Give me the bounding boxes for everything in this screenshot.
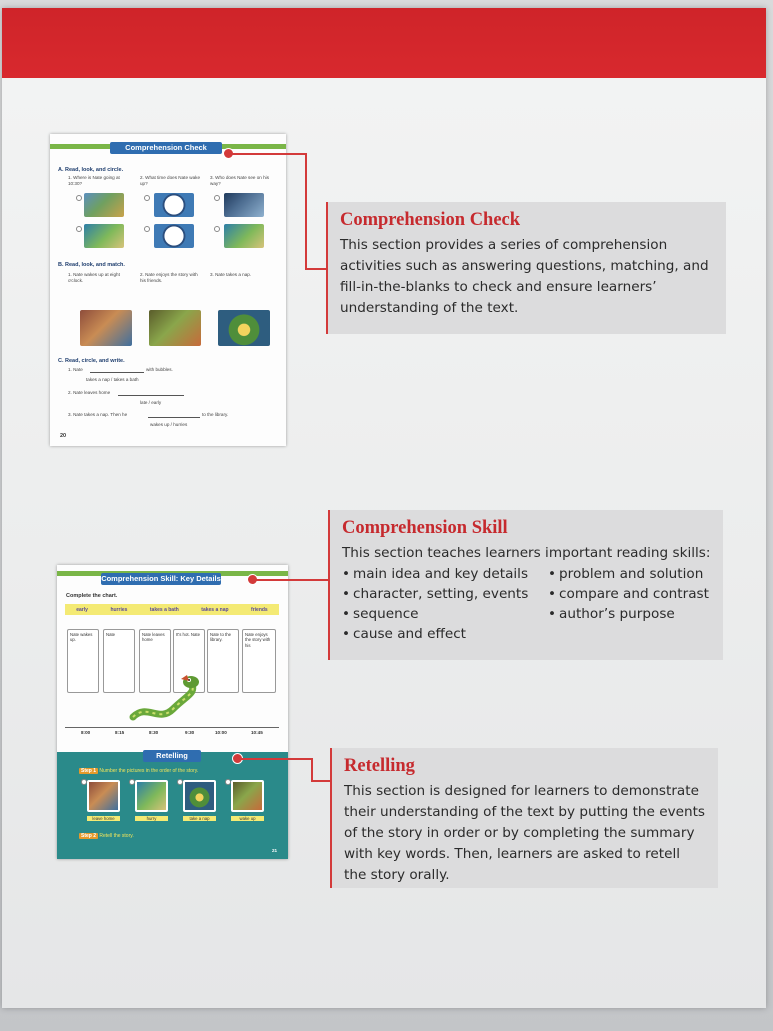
- skill-item: • sequence: [342, 604, 548, 624]
- snake-illustration: [129, 673, 219, 725]
- choice-2: late / early: [140, 400, 162, 405]
- story-picture: [231, 780, 264, 812]
- connector-line: [232, 153, 306, 155]
- header-red-bar: [2, 8, 766, 78]
- answer-radio[interactable]: [214, 195, 220, 201]
- question-2: 2. What time does Nate wake up?: [140, 175, 201, 186]
- word-bank-item: takes a nap: [201, 606, 229, 613]
- answer-radio[interactable]: [144, 226, 150, 232]
- answer-picture: [224, 193, 264, 217]
- answer-radio[interactable]: [76, 195, 82, 201]
- comprehension-skill-callout: [330, 510, 723, 660]
- skill-item: • compare and contrast: [548, 584, 728, 604]
- callout-title: Comprehension Skill: [342, 518, 508, 538]
- fill-sentence-3: 3. Nate takes a nap. Then he: [68, 412, 128, 417]
- match-sentence-2: 2. Nate enjoys the story with his friends.: [140, 272, 198, 283]
- step-1-text: Number the pictures in the order of the story.: [99, 768, 199, 774]
- order-number-circle[interactable]: [225, 779, 231, 785]
- chart-card: Nate leaves home: [139, 629, 171, 693]
- chart-card: Nate enjoys the story with his: [242, 629, 276, 693]
- match-picture: [218, 310, 270, 346]
- skill-item: • cause and effect: [342, 624, 548, 644]
- choice-3: wakes up / hurries: [150, 422, 188, 427]
- fill-sentence-2: 2. Nate leaves home: [68, 390, 111, 395]
- match-sentence-1: 1. Nate wakes up at eight o'clock.: [68, 272, 120, 283]
- step-2-instruction: [79, 833, 134, 839]
- order-number-circle[interactable]: [81, 779, 87, 785]
- comprehension-check-callout: [328, 202, 726, 334]
- word-bank-item: takes a bath: [149, 606, 179, 613]
- fill-blank[interactable]: [148, 417, 200, 418]
- fill-blank[interactable]: [118, 395, 184, 396]
- picture-caption: leave home: [87, 816, 120, 821]
- time-label: 8:00: [81, 730, 91, 735]
- chart-card: Nate to the library.: [207, 629, 239, 693]
- workbook-page-comprehension-check: [50, 134, 286, 446]
- story-picture: [183, 780, 216, 812]
- answer-picture: [224, 224, 264, 248]
- word-bank-item: hurries: [110, 606, 128, 613]
- section-a-heading: A. Read, look, and circle.: [58, 167, 124, 173]
- step-2-label: Step 2: [81, 833, 97, 839]
- section-c-heading: C. Read, circle, and write.: [58, 358, 125, 364]
- time-label: 10:00: [215, 730, 227, 735]
- match-picture: [149, 310, 201, 346]
- skill-item: • main idea and key details: [342, 564, 548, 584]
- page-number: 21: [272, 848, 278, 853]
- callout-body: This section is designed for learners to demonstrate their understanding of the text by putting the events of the story in order or by completing the summary with key words. Then, learners are asked to retell the story orally.: [344, 783, 706, 883]
- question-1: 1. Where is Nate going at 10:30?: [68, 175, 120, 186]
- word-bank-item: friends: [251, 606, 268, 613]
- skills-list: [342, 564, 711, 644]
- key-details-banner: Comprehension Skill: Key Details: [101, 574, 221, 583]
- connector-line: [305, 153, 307, 270]
- word-bank: [65, 604, 279, 615]
- connector-line: [311, 758, 313, 782]
- connector-line: [305, 268, 328, 270]
- chart-card: It's hot. Nate: [173, 629, 205, 693]
- callout-body: This section provides a series of comprehension activities such as answering questions, matching, and fill-in-the-blanks to check and ensure learners’ understanding of the text.: [340, 237, 709, 316]
- step-1-instruction: [79, 768, 198, 774]
- answer-picture: [84, 193, 124, 217]
- clock-picture: [154, 224, 194, 248]
- fill-sentence-3-end: to the library.: [202, 412, 229, 417]
- answer-radio[interactable]: [76, 226, 82, 232]
- choice-1: takes a nap / takes a bath: [86, 377, 139, 382]
- question-3: 3. Who does Nate see on his way?: [210, 175, 269, 186]
- chart-instruction: Complete the chart.: [66, 593, 118, 599]
- connector-line: [311, 780, 332, 782]
- skill-item: • problem and solution: [548, 564, 728, 584]
- step-1-label: Step 1: [81, 768, 97, 774]
- match-sentence-3: 3. Nate takes a nap.: [210, 272, 252, 277]
- fill-sentence-1-end: with bubbles.: [146, 367, 173, 372]
- page-number: 20: [60, 433, 67, 439]
- fill-sentence-1: 1. Nate: [68, 367, 83, 372]
- callout-body: This section teaches learners important reading skills:: [342, 545, 711, 561]
- workbook-page-comprehension-skill: [57, 565, 288, 859]
- time-label: 10:45: [251, 730, 263, 735]
- story-picture: [87, 780, 120, 812]
- time-label: 8:30: [149, 730, 159, 735]
- answer-radio[interactable]: [144, 195, 150, 201]
- timeline-axis: [65, 727, 279, 728]
- comprehension-check-banner: Comprehension Check: [110, 142, 222, 154]
- step-2-text: Retell the story.: [99, 833, 134, 839]
- retelling-callout: [332, 748, 718, 888]
- time-label: 8:15: [115, 730, 125, 735]
- chart-card: Nate: [103, 629, 135, 693]
- skill-item: • author’s purpose: [548, 604, 728, 624]
- order-number-circle[interactable]: [177, 779, 183, 785]
- time-label: 9:30: [185, 730, 195, 735]
- story-picture: [135, 780, 168, 812]
- connector-line: [241, 758, 312, 760]
- skill-item: • character, setting, events: [342, 584, 548, 604]
- chart-card: Nate wakes up.: [67, 629, 99, 693]
- fill-blank[interactable]: [90, 372, 144, 373]
- callout-title: Comprehension Check: [340, 210, 521, 230]
- answer-radio[interactable]: [214, 226, 220, 232]
- clock-picture: [154, 193, 194, 217]
- callout-title: Retelling: [344, 756, 415, 776]
- section-b-heading: B. Read, look, and match.: [58, 262, 125, 268]
- order-number-circle[interactable]: [129, 779, 135, 785]
- connector-line: [256, 579, 330, 581]
- picture-caption: take a nap: [183, 816, 216, 821]
- retelling-banner: Retelling: [143, 750, 201, 762]
- picture-caption: wake up: [231, 816, 264, 821]
- picture-caption: hurry: [135, 816, 168, 821]
- answer-picture: [84, 224, 124, 248]
- word-bank-item: early: [76, 606, 88, 613]
- match-picture: [80, 310, 132, 346]
